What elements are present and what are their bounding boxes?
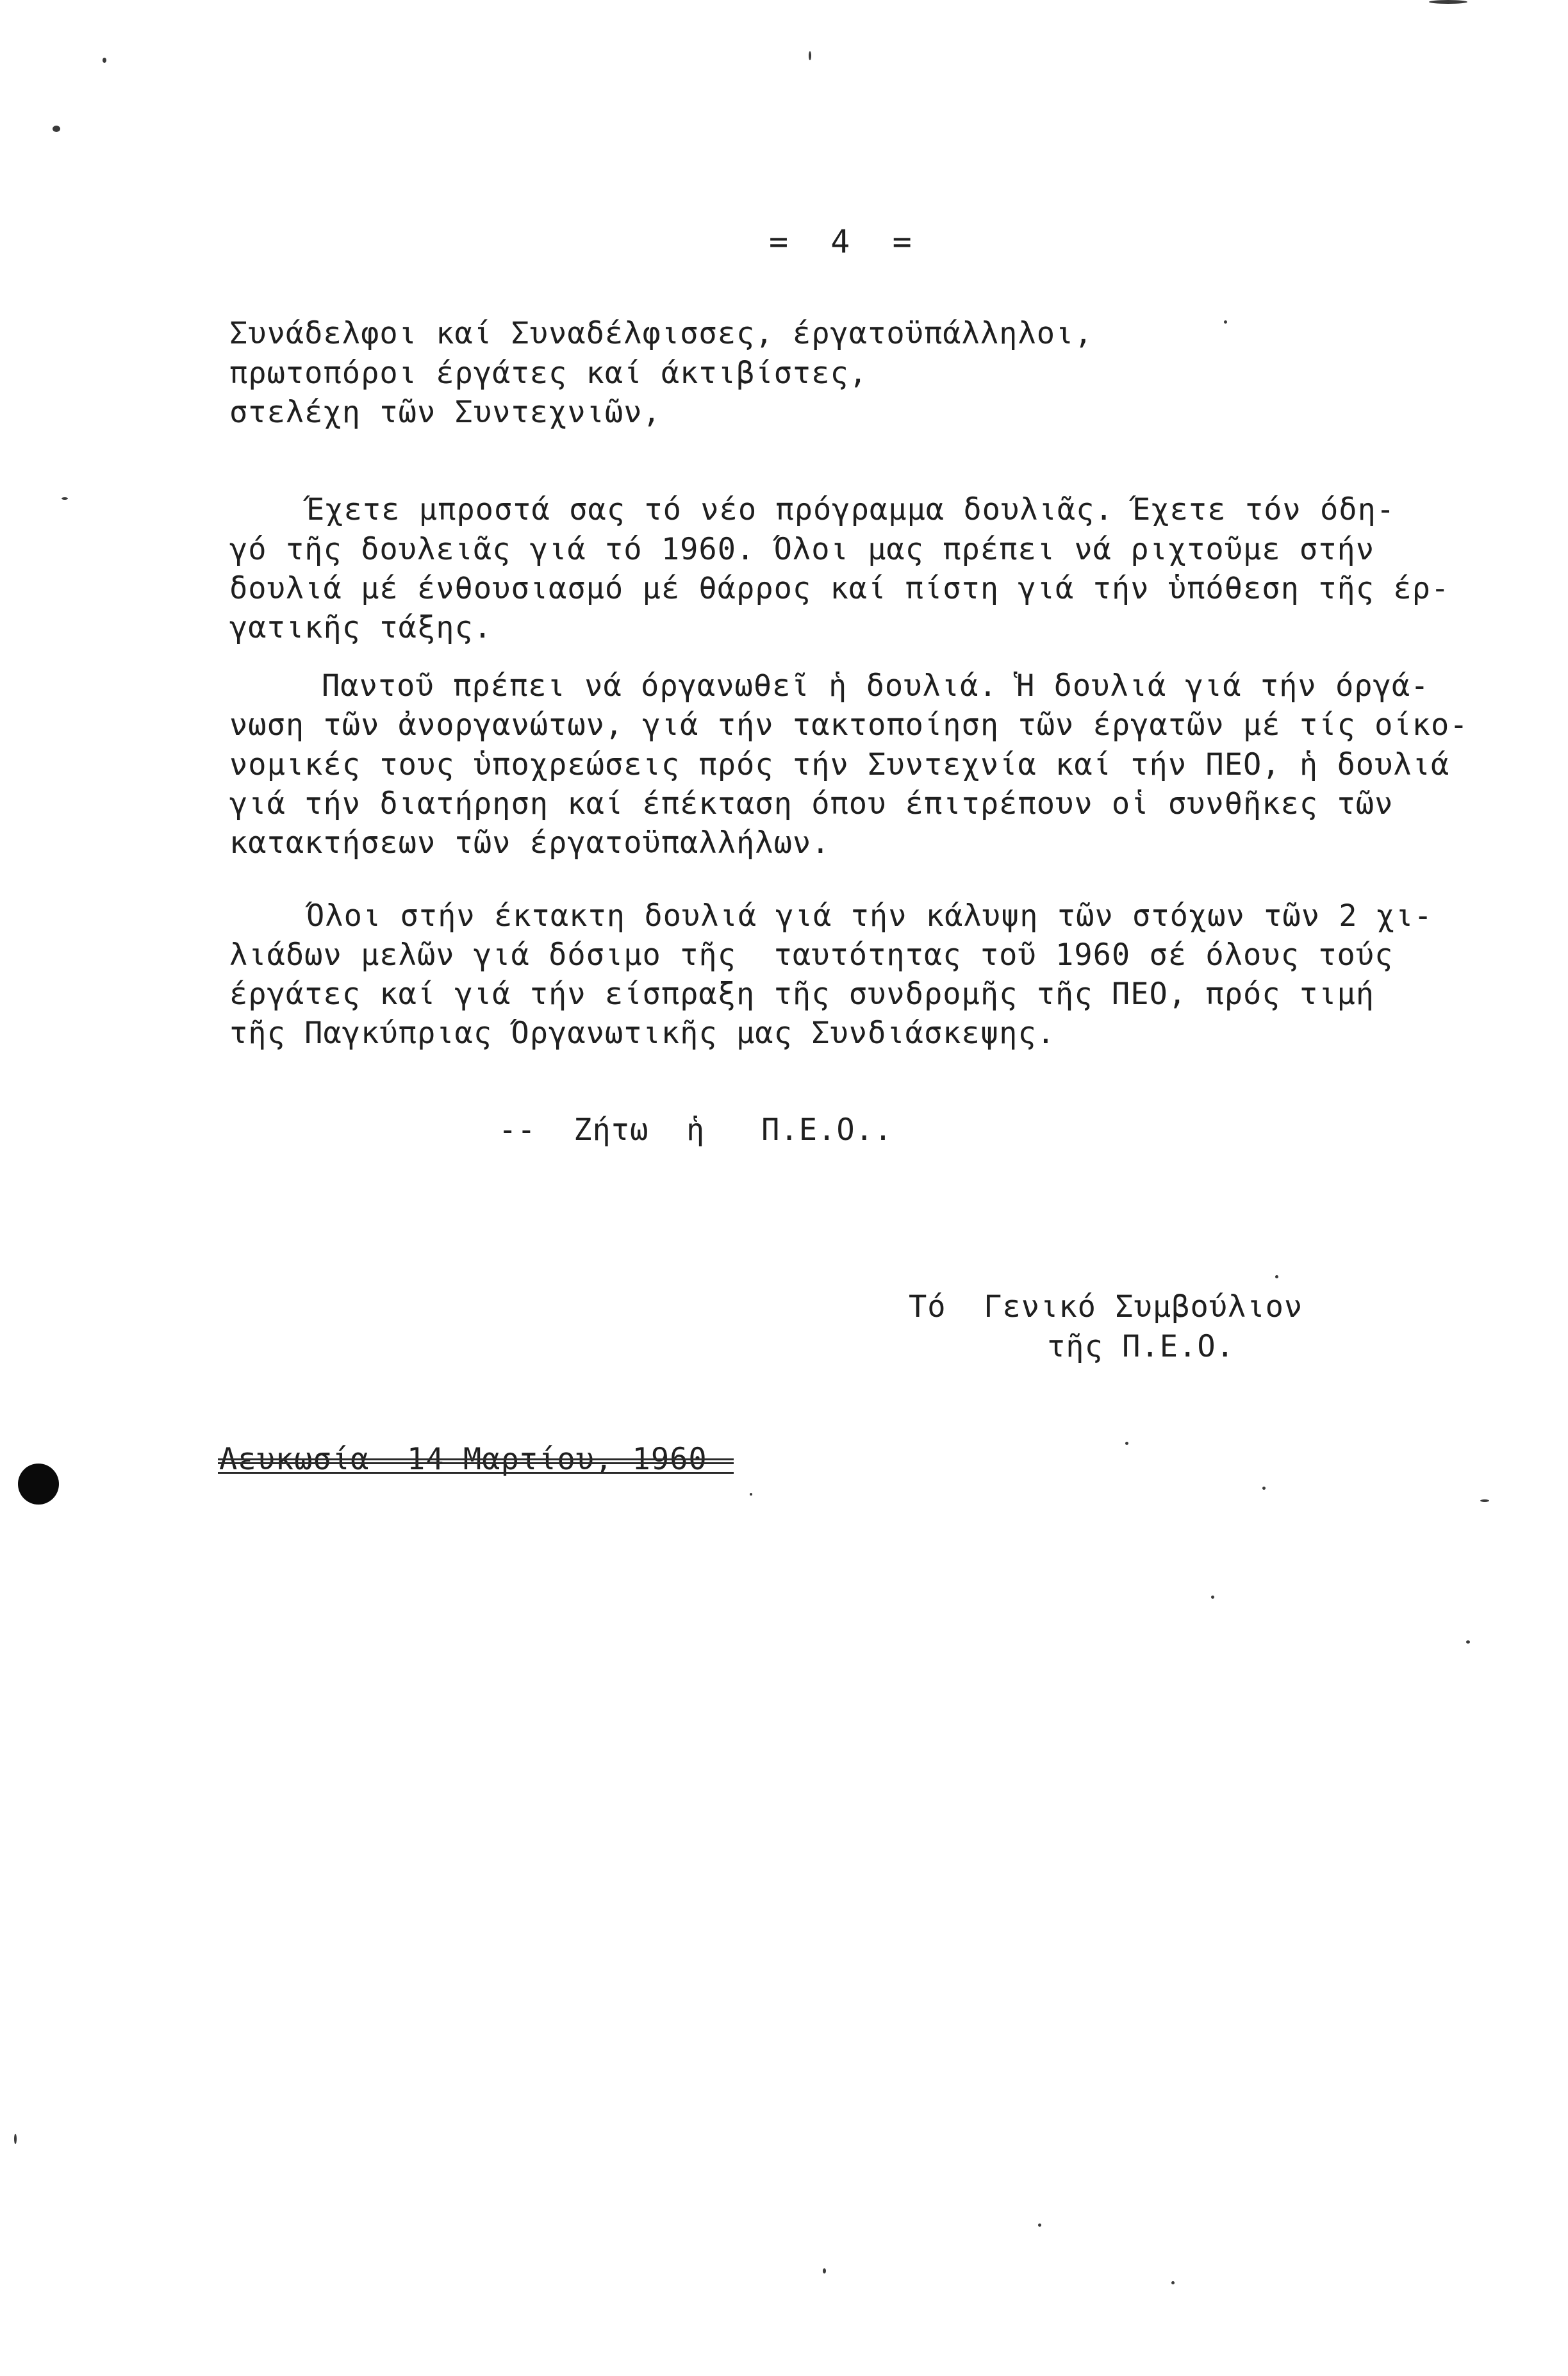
place-date: Λευκωσία 14 Μαρτίου, 1960 <box>219 1442 707 1477</box>
paragraph-line: Έχετε μπροστά σας τό νέο πρόγραμμα δουλιᾶς. Έχετε τόν όδη- <box>306 492 1396 527</box>
paragraph-line: τῆς Παγκύπριας Όργανωτικῆς μας Συνδιάσκεψης. <box>229 1016 1056 1051</box>
paragraph-line: νωση τῶν ἀνοργανώτων, γιά τήν τακτοποίηση τῶν έργατῶν μέ τίς οίκο- <box>229 707 1469 743</box>
paragraph-line: κατακτήσεων τῶν έργατοϋπαλλήλων. <box>229 825 830 861</box>
scan-speck <box>1466 1640 1470 1644</box>
scan-speck <box>1224 320 1227 324</box>
signature-line: τῆς Π.Ε.Ο. <box>1047 1329 1235 1364</box>
scan-speck <box>1480 1499 1489 1502</box>
salutation-line: Συνάδελφοι καί Συναδέλφισσες, έργατοϋπάλληλοι, <box>229 316 1093 351</box>
punch-hole <box>18 1464 59 1505</box>
paragraph-line: γατικῆς τάξης. <box>229 610 493 645</box>
paragraph-line: Όλοι στήν έκτακτη δουλιά γιά τήν κάλυψη τῶν στόχων τῶν 2 χι- <box>306 898 1433 934</box>
scan-speck <box>1125 1442 1128 1445</box>
paragraph-line: γό τῆς δουλειᾶς γιά τό 1960. Όλοι μας πρέπει νά ριχτοῦμε στήν <box>229 532 1375 567</box>
slogan: -- Ζήτω ἡ Π.Ε.Ο.. <box>499 1112 893 1148</box>
scan-speck <box>1038 2223 1041 2227</box>
paragraph-line: νομικές τους ὑποχρεώσεις πρός τήν Συντεχνία καί τήν ΠΕΟ, ἡ δουλιά <box>229 747 1450 782</box>
scan-speck <box>1171 2281 1175 2284</box>
paragraph-line: έργάτες καί γιά τήν είσπραξη τῆς συνδρομῆς τῆς ΠΕΟ, πρός τιμή <box>229 977 1375 1012</box>
paragraph-line: λιάδων μελῶν γιά δόσιμο τῆς ταυτότητας τοῦ 1960 σέ όλους τούς <box>229 937 1394 973</box>
scan-speck <box>750 1493 752 1496</box>
scan-speck <box>62 497 68 500</box>
paragraph-line: γιά τήν διατήρηση καί έπέκταση όπου έπιτρέπουν οἱ συνθῆκες τῶν <box>229 786 1394 821</box>
scan-speck <box>53 126 60 132</box>
date-underline <box>218 1458 734 1460</box>
scan-speck <box>103 58 106 63</box>
scan-speck <box>1211 1596 1214 1599</box>
page-number: = 4 = <box>769 223 913 260</box>
scan-speck <box>809 51 811 60</box>
salutation-line: στελέχη τῶν Συντεχνιῶν, <box>229 395 661 430</box>
scan-speck <box>14 2134 17 2144</box>
date-double-underline <box>218 1462 734 1474</box>
scan-speck <box>1275 1275 1278 1278</box>
paragraph-line: δουλιά μέ ένθουσιασμό μέ θάρρος καί πίστη γιά τήν ὑπόθεση τῆς έρ- <box>229 571 1450 606</box>
scan-speck <box>1262 1487 1266 1490</box>
signature-line: Τό Γενικό Συμβούλιον <box>909 1289 1303 1324</box>
scan-speck <box>823 2268 826 2273</box>
paragraph-line: Παντοῦ πρέπει νά όργανωθεῖ ἡ δουλιά. Ἡ δουλιά γιά τήν όργά- <box>322 668 1430 704</box>
scan-speck <box>1429 0 1467 4</box>
salutation-line: πρωτοπόροι έργάτες καί άκτιβίστες, <box>229 356 868 391</box>
